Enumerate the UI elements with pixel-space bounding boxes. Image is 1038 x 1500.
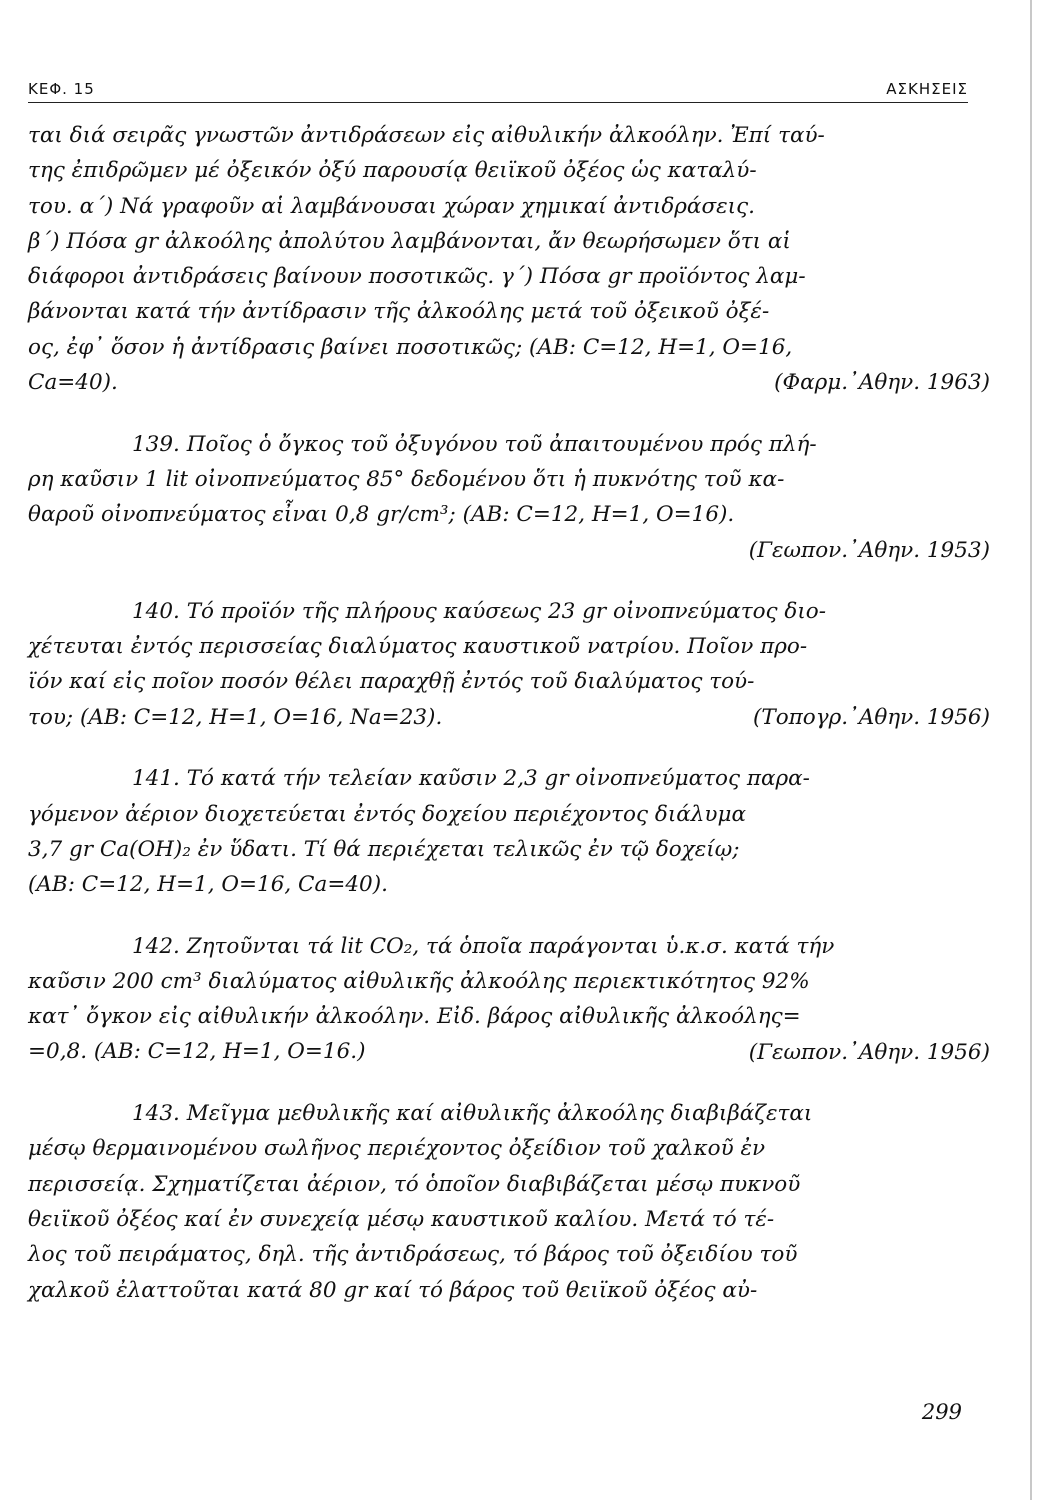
text-line: ος, ἐφ᾽ ὅσον ἡ ἀντίδρασις βαίνει ποσοτικῶς; (ΑΒ: C=12, H=1, O=16, — [28, 334, 793, 360]
text-line: β΄) Πόσα gr ἀλκοόλης ἀπολύτου λαμβάνονται, ἄν θεωρήσωμεν ὅτι αἱ — [28, 228, 791, 254]
citation: (Γεωπον.᾽Αθην. 1956) — [748, 1039, 990, 1065]
text-line: χέτευται ἐντός περισσείας διαλύματος καυστικοῦ νατρίου. Ποῖον προ- — [28, 634, 808, 660]
intro-paragraph — [28, 118, 990, 401]
text-line: καῦσιν 200 cm³ διαλύματος αἰθυλικῆς ἀλκοόλης περιεκτικότητος 92% — [28, 968, 810, 994]
text-line: 139. Ποῖος ὁ ὄγκος τοῦ ὀξυγόνου τοῦ ἀπαιτουμένου πρός πλή- — [132, 431, 817, 457]
page-edge-line — [1030, 0, 1032, 1500]
page-number: 299 — [921, 1400, 962, 1424]
text-line: βάνονται κατά τήν ἀντίδρασιν τῆς ἀλκοόλης μετά τοῦ ὀξεικοῦ ὀξέ- — [28, 299, 770, 325]
text-line: περισσείᾳ. Σχηματίζεται ἀέριον, τό ὁποῖον διαβιβάζεται μέσῳ πυκνοῦ — [28, 1171, 801, 1197]
text-line: κατ᾽ ὄγκον εἰς αἰθυλικήν ἀλκοόλην. Εἰδ. βάρος αἰθυλικῆς ἀλκοόλης= — [28, 1004, 801, 1030]
text-line: Ca=40). — [28, 370, 118, 396]
section-title: ΑΣΚΗΣΕΙΣ — [886, 80, 968, 98]
text-line: 3,7 gr Ca(OH)₂ ἐν ὕδατι. Τί θά περιέχεται τελικῶς ἐν τῷ δοχείῳ; — [28, 836, 740, 862]
problem-141 — [28, 761, 990, 902]
text-line: γόμενον ἀέριον διοχετεύεται ἐντός δοχείου περιέχοντος διάλυμα — [28, 801, 746, 827]
text-line: διάφοροι ἀντιδράσεις βαίνουν ποσοτικῶς. γ΄) Πόσα gr προϊόντος λαμ- — [28, 264, 806, 290]
text-line: χαλκοῦ ἐλαττοῦται κατά 80 gr καί τό βάρος τοῦ θειϊκοῦ ὀξέος αὐ- — [28, 1277, 758, 1303]
text-line: 140. Τό προϊόν τῆς πλήρους καύσεως 23 gr οἰνοπνεύματος διο- — [132, 598, 827, 624]
text-line: =0,8. (ΑΒ: C=12, H=1, O=16.) — [28, 1039, 366, 1065]
text-line: ται διά σειρᾶς γνωστῶν ἀντιδράσεων εἰς αἰθυλικήν ἀλκοόλην. Ἐπί ταύ- — [28, 123, 825, 148]
problem-number: 142. — [132, 933, 180, 959]
chapter-label: ΚΕΦ. 15 — [28, 80, 95, 98]
problem-140 — [28, 594, 990, 735]
citation: (Τοπογρ.᾽Αθην. 1956) — [752, 705, 990, 731]
text-line: ϊόν καί εἰς ποῖον ποσόν θέλει παραχθῇ ἐντός τοῦ διαλύματος τού- — [28, 669, 755, 695]
text-line: του. α΄) Νά γραφοῦν αἱ λαμβάνουσαι χώραν χημικαί ἀντιδράσεις. — [28, 193, 755, 219]
problem-number: 143. — [132, 1101, 180, 1127]
text-line: 142. Ζητοῦνται τά lit CO₂, τά ὁποῖα παράγονται ὑ.κ.σ. κατά τήν — [132, 933, 835, 959]
text-line: της ἐπιδρῶμεν μέ ὀξεικόν ὀξύ παρουσίᾳ θειϊκοῦ ὀξέος ὡς καταλύ- — [28, 158, 757, 184]
problem-number: 141. — [132, 766, 180, 792]
text-line: θαροῦ οἰνοπνεύματος εἶναι 0,8 gr/cm³; (ΑΒ: C=12, H=1, O=16). — [28, 502, 735, 528]
text-line: του; (ΑΒ: C=12, H=1, O=16, Na=23). — [28, 704, 443, 730]
problem-143 — [28, 1096, 990, 1308]
text-line: μέσῳ θερμαινομένου σωλῆνος περιέχοντος ὀξείδιον τοῦ χαλκοῦ ἐν — [28, 1136, 766, 1162]
citation: (Γεωπον.᾽Αθην. 1953) — [748, 537, 990, 563]
problem-142 — [28, 929, 990, 1070]
problem-139 — [28, 427, 990, 568]
page-body — [28, 118, 990, 1334]
text-line: λος τοῦ πειράματος, δηλ. τῆς ἀντιδράσεως, τό βάρος τοῦ ὀξειδίου τοῦ — [28, 1242, 798, 1268]
text-line: 143. Μεῖγμα μεθυλικῆς καί αἰθυλικῆς ἀλκοόλης διαβιβάζεται — [132, 1101, 813, 1127]
text-line: ρη καῦσιν 1 lit οἰνοπνεύματος 85° δεδομένου ὅτι ἡ πυκνότης τοῦ κα- — [28, 466, 785, 492]
running-header — [28, 78, 968, 103]
text-line: (ΑΒ: C=12, H=1, O=16, Ca=40). — [28, 872, 388, 898]
citation: (Φαρμ.᾽Αθην. 1963) — [774, 370, 990, 396]
text-line: θειϊκοῦ ὀξέος καί ἐν συνεχείᾳ μέσῳ καυστικοῦ καλίου. Μετά τό τέ- — [28, 1206, 775, 1232]
text-line: 141. Τό κατά τήν τελείαν καῦσιν 2,3 gr οἰνοπνεύματος παρα- — [132, 766, 810, 792]
problem-number: 139. — [132, 431, 180, 457]
problem-number: 140. — [132, 598, 180, 624]
